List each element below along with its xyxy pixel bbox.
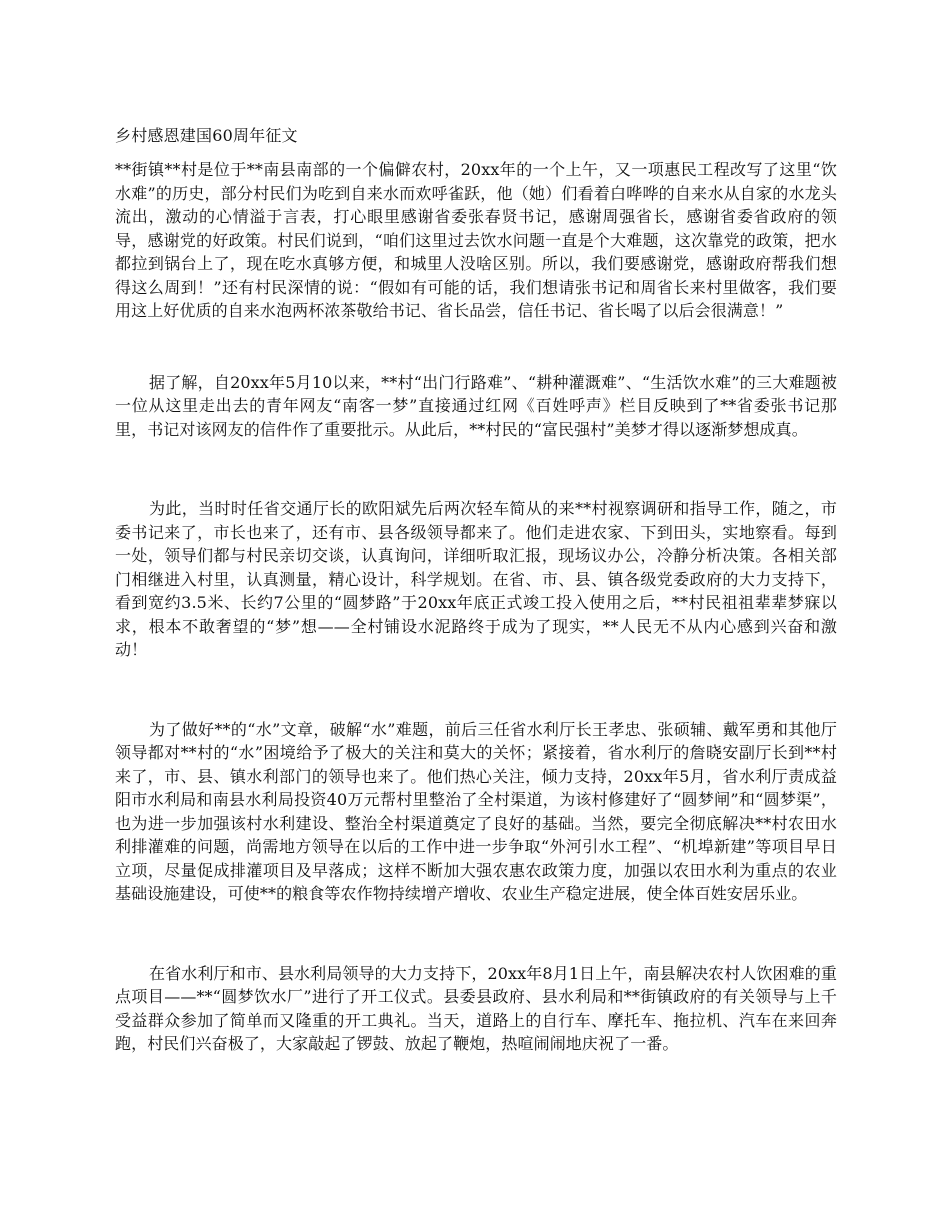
document-title: 乡村感恩建国60周年征文 [115,126,298,145]
paragraph-4: 为了做好**的“水”文章，破解“水”难题，前后三任省水利厅长王孝忠、张硕辅、戴军勇和其他厅领导都对**村的“水”困境给予了极大的关注和莫大的关怀；紧接着，省水利厅的詹晓安副厅长到**村来了，市、县、镇水利部门的领导也来了。他们热心关注，倾力支持，20xx年5月，省水利厅责成益阳市水利局和南县水利局投资40万元帮村里整治了全村渠道，为该村修建好了“圆梦闸”和“圆梦渠”，也为进一步加强该村水利建设、整治全村渠道奠定了良好的基础。当然，要完全彻底解决**村农田水利排灌难的问题，尚需地方领导在以后的工作中进一步争取“外河引水工程”、“机埠新建”等项目早日立项，尽量促成排灌项目及早落成；这样不断加大强农惠农政策力度，加强以农田水利为重点的农业基础设施建设，可使**的粮食等农作物持续增产增收、农业生产稳定进展，使全体百姓安居乐业。 [115,719,837,903]
paragraph-3: 为此，当时时任省交通厅长的欧阳斌先后两次轻车简从的来**村视察调研和指导工作，随之，市委书记来了，市长也来了，还有市、县各级领导都来了。他们走进农家、下到田头，实地察看。每到一处，领导们都与村民亲切交谈，认真询问，详细听取汇报，现场议办公，冷静分析决策。各相关部门相继进入村里，认真测量，精心设计，科学规划。在省、市、县、镇各级党委政府的大力支持下，看到宽约3.5米、长约7公里的“圆梦路”于20xx年底正式竣工投入使用之后，**村民祖祖辈辈梦寐以求，根本不敢奢望的“梦”想——全村铺设水泥路终于成为了现实，**人民无不从内心感到兴奋和激动！ [115,499,837,659]
paragraph-spacer [115,662,837,718]
document-page [115,124,837,1056]
paragraph-spacer [115,441,837,497]
paragraph-5: 在省水利厅和市、县水利局领导的大力支持下，20xx年8月1日上午，南县解决农村人饮困难的重点项目——**“圆梦饮水厂”进行了开工仪式。县委县政府、县水利局和**街镇政府的有关领导与上千受益群众参加了简单而又隆重的开工典礼。当天，道路上的自行车、摩托车、拖拉机、汽车在来回奔跑，村民们兴奋极了，大家敲起了锣鼓、放起了鞭炮，热喧闹闹地庆祝了一番。 [115,963,837,1053]
paragraph-2: 据了解，自20xx年5月10以来，**村“出门行路难”、“耕种灌溉难”、“生活饮水难”的三大难题被一位从这里走出去的青年网友“南客一梦”直接通过红网《百姓呼声》栏目反映到了**省委张书记那里，书记对该网友的信件作了重要批示。从此后，**村民的“富民强村”美梦才得以逐渐梦想成真。 [115,372,837,439]
paragraph-spacer [115,323,837,371]
paragraph-1: **街镇**村是位于**南县南部的一个偏僻农村，20xx年的一个上午，又一项惠民工程改写了这里“饮水难”的历史，部分村民们为吃到自来水而欢呼雀跃，他（她）们看着白哗哗的自来水从自家的水龙头流出，激动的心情溢于言表，打心眼里感谢省委张春贤书记，感谢周强省长，感谢省委省政府的领导，感谢党的好政策。村民们说到，“咱们这里过去饮水问题一直是个大难题，这次靠党的政策，把水都拉到锅台上了，现在吃水真够方便，和城里人没啥区别。所以，我们要感谢党，感谢政府帮我们想得这么周到！”还有村民深情的说：“假如有可能的话，我们想请张书记和周省长来村里做客，我们要用这上好优质的自来水泡两杯浓茶敬给书记、省长品尝，信任书记、省长喝了以后会很满意！” [115,160,837,320]
paragraph-spacer [115,906,837,962]
